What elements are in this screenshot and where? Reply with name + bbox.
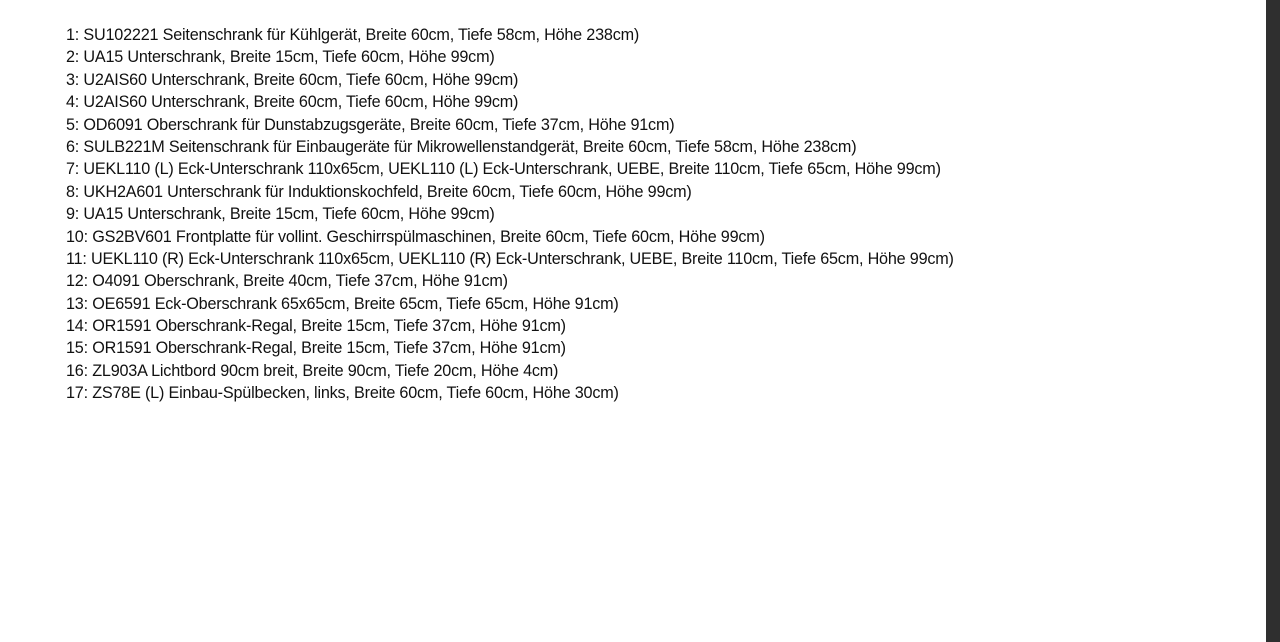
list-item: 9: UA15 Unterschrank, Breite 15cm, Tiefe 60cm, Höhe 99cm) — [66, 205, 495, 224]
list-item: 16: ZL903A Lichtbord 90cm breit, Breite 90cm, Tiefe 20cm, Höhe 4cm) — [66, 361, 559, 380]
list-item: 13: OE6591 Eck-Oberschrank 65x65cm, Breite 65cm, Tiefe 65cm, Höhe 91cm) — [66, 294, 619, 313]
list-item: 4: U2AIS60 Unterschrank, Breite 60cm, Tiefe 60cm, Höhe 99cm) — [66, 93, 519, 112]
list-item: 11: UEKL110 (R) Eck-Unterschrank 110x65cm, UEKL110 (R) Eck-Unterschrank, UEBE, Breite 110cm, Tiefe 65cm, Höhe 99cm) — [66, 249, 954, 268]
list-item: 17: ZS78E (L) Einbau-Spülbecken, links, Breite 60cm, Tiefe 60cm, Höhe 30cm) — [66, 384, 619, 403]
list-item: 3: U2AIS60 Unterschrank, Breite 60cm, Tiefe 60cm, Höhe 99cm) — [66, 70, 519, 89]
list-item: 15: OR1591 Oberschrank-Regal, Breite 15cm, Tiefe 37cm, Höhe 91cm) — [66, 339, 566, 358]
list-item: 14: OR1591 Oberschrank-Regal, Breite 15cm, Tiefe 37cm, Höhe 91cm) — [66, 317, 566, 336]
list-item: 6: SULB221M Seitenschrank für Einbaugeräte für Mikrowellenstandgerät, Breite 60cm, Tiefe 58cm, Höhe 238cm) — [66, 137, 857, 156]
list-item: 5: OD6091 Oberschrank für Dunstabzugsgeräte, Breite 60cm, Tiefe 37cm, Höhe 91cm) — [66, 115, 675, 134]
list-item: 1: SU102221 Seitenschrank für Kühlgerät, Breite 60cm, Tiefe 58cm, Höhe 238cm) — [66, 26, 640, 44]
list-item: 7: UEKL110 (L) Eck-Unterschrank 110x65cm, UEKL110 (L) Eck-Unterschrank, UEBE, Breite 110cm, Tiefe 65cm, Höhe 99cm) — [66, 160, 941, 179]
list-item: 12: O4091 Oberschrank, Breite 40cm, Tiefe 37cm, Höhe 91cm) — [66, 272, 508, 291]
list-item: 10: GS2BV601 Frontplatte für vollint. Geschirrspülmaschinen, Breite 60cm, Tiefe 60cm, Höhe 99cm) — [66, 227, 765, 246]
cabinet-list — [66, 24, 954, 405]
list-item: 2: UA15 Unterschrank, Breite 15cm, Tiefe 60cm, Höhe 99cm) — [66, 48, 495, 67]
vertical-scrollbar[interactable] — [1266, 0, 1280, 642]
list-item: 8: UKH2A601 Unterschrank für Induktionskochfeld, Breite 60cm, Tiefe 60cm, Höhe 99cm) — [66, 182, 692, 201]
